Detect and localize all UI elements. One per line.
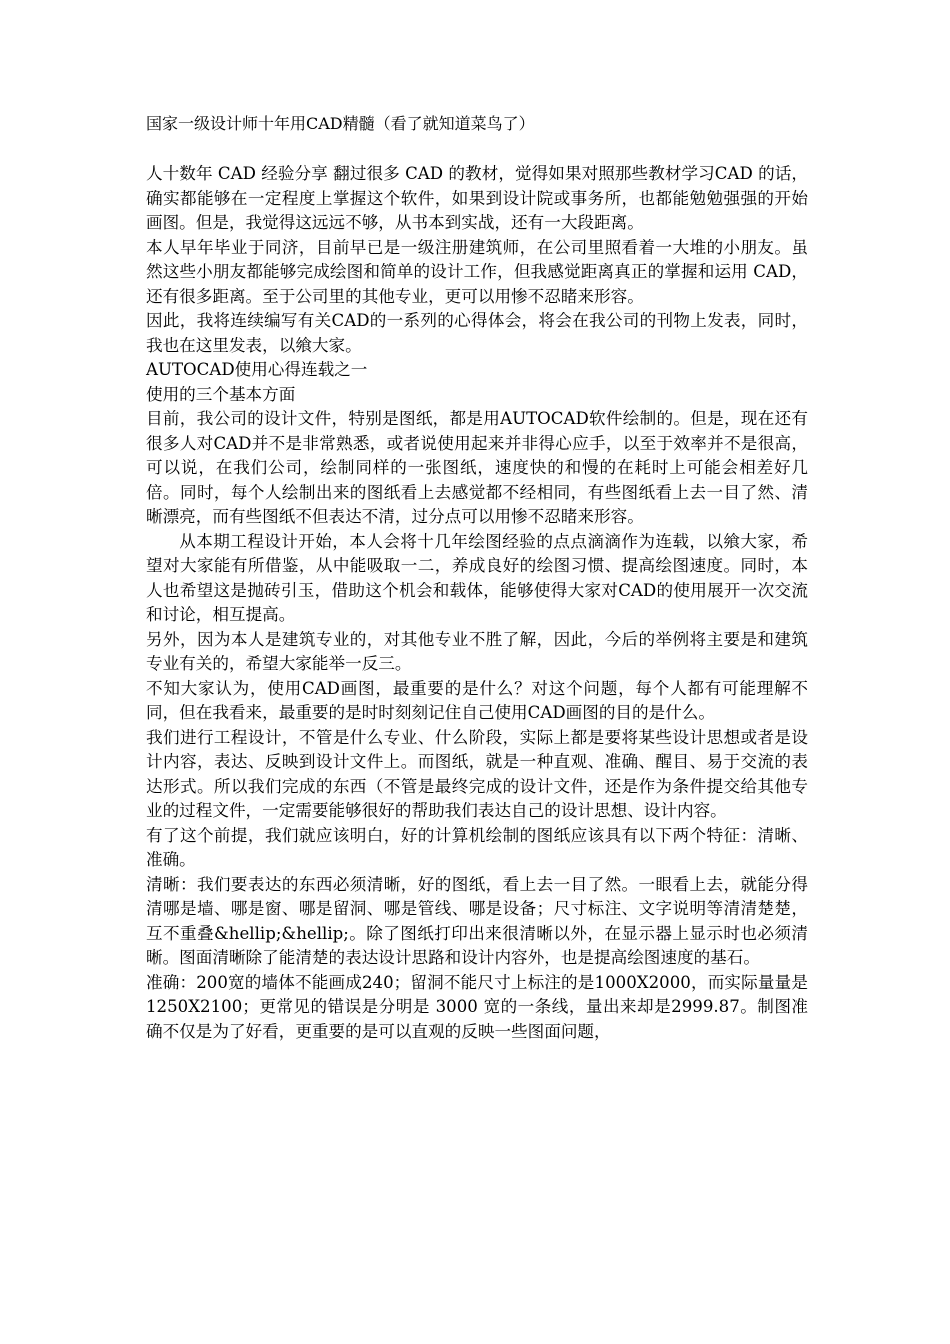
document-page xyxy=(146,112,808,1044)
document-title: 国家一级设计师十年用CAD精髓（看了就知道菜鸟了） xyxy=(146,114,535,133)
paragraph-series-announcement: 因此，我将连续编写有关CAD的一系列的心得体会，将会在我公司的刊物上发表，同时，我也在这里发表，以飨大家。 xyxy=(146,311,808,355)
paragraph-current-situation: 目前，我公司的设计文件，特别是图纸，都是用AUTOCAD软件绘制的。但是，现在还有很多人对CAD并不是非常熟悉，或者说使用起来并非得心应手，以至于效率并不是很高，可以说，在我们公司，绘制同样的一张图纸，速度快的和慢的在耗时上可能会相差好几倍。同时，每个人绘制出来的图纸看上去感觉都不经相同，有些图纸看上去一目了然、清晰漂亮，而有些图纸不但表达不清，过分点可以用惨不忍睹来形容。 xyxy=(146,409,808,526)
paragraph-intro: 人十数年 CAD 经验分享 翻过很多 CAD 的教材，觉得如果对照那些教材学习CAD 的话，确实都能够在一定程度上掌握这个软件，如果到设计院或事务所，也都能勉勉强强的开始画图。但是，我觉得这远远不够，从书本到实战，还有一大段距离。 xyxy=(146,164,808,232)
paragraph-key-question: 不知大家认为，使用CAD画图，最重要的是什么？对这个问题，每个人都有可能理解不同，但在我看来，最重要的是时时刻刻记住自己使用CAD画图的目的是什么。 xyxy=(146,678,808,722)
paragraph-series-purpose: 从本期工程设计开始，本人会将十几年绘图经验的点点滴滴作为连载，以飨大家，希望对大家能有所借鉴，从中能吸取一二，养成良好的绘图习惯、提高绘图速度。同时，本人也希望这是抛砖引玉，借助这个机会和载体，能够使得大家对CAD的使用展开一次交流和讨论，相互提高。 xyxy=(146,531,808,624)
paragraph-architecture-note: 另外，因为本人是建筑专业的，对其他专业不胜了解，因此，今后的举例将主要是和建筑专业有关的，希望大家能举一反三。 xyxy=(146,629,808,673)
paragraph-author-background: 本人早年毕业于同济，目前早已是一级注册建筑师，在公司里照看着一大堆的小朋友。虽然这些小朋友都能够完成绘图和简单的设计工作，但我感觉距离真正的掌握和运用 CAD，还有很多距离。至于公司里的其他专业，更可以用惨不忍睹来形容。 xyxy=(146,237,808,306)
section-heading-basics: 使用的三个基本方面 xyxy=(146,384,296,404)
paragraph-design-expression: 我们进行工程设计，不管是什么专业、什么阶段，实际上都是要将某些设计思想或者是设计内容，表达、反映到设计文件上。而图纸，就是一种直观、准确、醒目、易于交流的表达形式。所以我们完成的东西（不管是最终完成的设计文件，还是作为条件提交给其他专业的过程文件，一定需要能够很好的帮助我们表达自己的设计思想、设计内容。 xyxy=(146,727,808,820)
section-heading-series: AUTOCAD使用心得连载之一 xyxy=(146,360,368,379)
paragraph-accuracy: 准确：200宽的墙体不能画成240；留洞不能尺寸上标注的是1000X2000，而实际量量是 1250X2100；更常见的错误是分明是 3000 宽的一条线，量出来却是2999.87。制图准确不仅是为了好看，更重要的是可以直观的反映一些图面问题， xyxy=(146,972,808,1041)
paragraph-two-features: 有了这个前提，我们就应该明白，好的计算机绘制的图纸应该具有以下两个特征：清晰、准确。 xyxy=(146,825,808,869)
paragraph-clarity: 清晰：我们要表达的东西必须清晰，好的图纸，看上去一目了然。一眼看上去，就能分得清哪是墙、哪是窗、哪是留洞、哪是管线、哪是设备；尺寸标注、文字说明等清清楚楚，互不重叠&hellip;&hellip;。除了图纸打印出来很清晰以外，在显示器上显示时也必须清晰。图面清晰除了能清楚的表达设计思路和设计内容外，也是提高绘图速度的基石。 xyxy=(146,874,808,967)
